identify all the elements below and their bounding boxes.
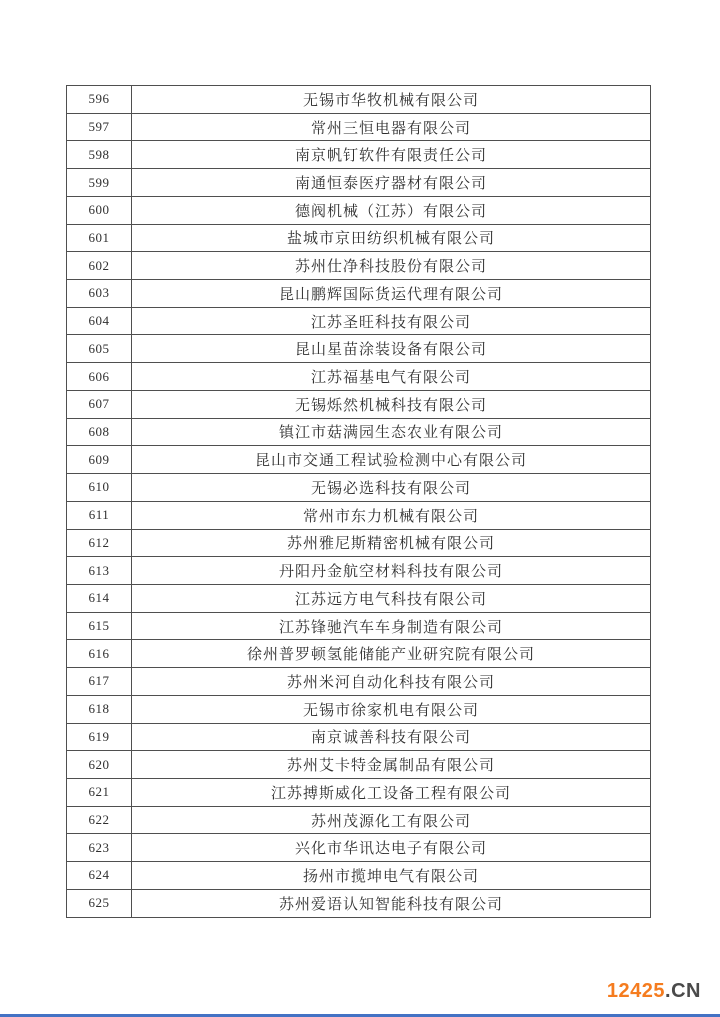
row-number: 605 xyxy=(67,335,132,363)
row-number: 619 xyxy=(67,723,132,751)
table-row xyxy=(67,640,651,668)
company-name: 南通恒泰医疗器材有限公司 xyxy=(132,169,651,197)
company-name: 镇江市菇满园生态农业有限公司 xyxy=(132,418,651,446)
company-name: 苏州米河自动化科技有限公司 xyxy=(132,668,651,696)
company-name: 苏州仕净科技股份有限公司 xyxy=(132,252,651,280)
company-name: 兴化市华讯达电子有限公司 xyxy=(132,834,651,862)
company-name: 德阀机械（江苏）有限公司 xyxy=(132,196,651,224)
row-number: 614 xyxy=(67,584,132,612)
company-name: 江苏福基电气有限公司 xyxy=(132,363,651,391)
table-row xyxy=(67,723,651,751)
table-row xyxy=(67,363,651,391)
table-row xyxy=(67,668,651,696)
company-name: 江苏搏斯威化工设备工程有限公司 xyxy=(132,778,651,806)
row-number: 610 xyxy=(67,474,132,502)
row-number: 601 xyxy=(67,224,132,252)
company-name: 无锡烁然机械科技有限公司 xyxy=(132,390,651,418)
row-number: 615 xyxy=(67,612,132,640)
row-number: 604 xyxy=(67,307,132,335)
company-name: 南京诚善科技有限公司 xyxy=(132,723,651,751)
row-number: 602 xyxy=(67,252,132,280)
row-number: 606 xyxy=(67,363,132,391)
row-number: 612 xyxy=(67,529,132,557)
table-row xyxy=(67,196,651,224)
company-list-table-container xyxy=(66,85,651,918)
row-number: 609 xyxy=(67,446,132,474)
company-name: 无锡市徐家机电有限公司 xyxy=(132,695,651,723)
table-row xyxy=(67,862,651,890)
row-number: 608 xyxy=(67,418,132,446)
table-row xyxy=(67,584,651,612)
table-row xyxy=(67,418,651,446)
row-number: 623 xyxy=(67,834,132,862)
company-name: 江苏圣旺科技有限公司 xyxy=(132,307,651,335)
company-name: 无锡市华牧机械有限公司 xyxy=(132,86,651,114)
table-row xyxy=(67,501,651,529)
table-row xyxy=(67,390,651,418)
table-row xyxy=(67,224,651,252)
table-row xyxy=(67,751,651,779)
table-row xyxy=(67,806,651,834)
company-name: 昆山鹏辉国际货运代理有限公司 xyxy=(132,280,651,308)
table-row xyxy=(67,695,651,723)
row-number: 607 xyxy=(67,390,132,418)
table-row xyxy=(67,529,651,557)
table-row xyxy=(67,335,651,363)
row-number: 617 xyxy=(67,668,132,696)
row-number: 622 xyxy=(67,806,132,834)
row-number: 596 xyxy=(67,86,132,114)
company-name: 扬州市揽坤电气有限公司 xyxy=(132,862,651,890)
company-name: 江苏锋驰汽车车身制造有限公司 xyxy=(132,612,651,640)
row-number: 598 xyxy=(67,141,132,169)
row-number: 597 xyxy=(67,113,132,141)
row-number: 624 xyxy=(67,862,132,890)
company-name: 常州市东力机械有限公司 xyxy=(132,501,651,529)
row-number: 613 xyxy=(67,557,132,585)
company-name: 南京帆钉软件有限责任公司 xyxy=(132,141,651,169)
company-name: 昆山星苗涂装设备有限公司 xyxy=(132,335,651,363)
company-name: 盐城市京田纺织机械有限公司 xyxy=(132,224,651,252)
table-row xyxy=(67,113,651,141)
row-number: 625 xyxy=(67,889,132,917)
row-number: 599 xyxy=(67,169,132,197)
table-row xyxy=(67,307,651,335)
row-number: 618 xyxy=(67,695,132,723)
watermark-number: 12425 xyxy=(606,980,666,1002)
row-number: 600 xyxy=(67,196,132,224)
table-row xyxy=(67,280,651,308)
row-number: 620 xyxy=(67,751,132,779)
company-name: 无锡必选科技有限公司 xyxy=(132,474,651,502)
table-row xyxy=(67,889,651,917)
company-list-table-body xyxy=(67,86,651,918)
row-number: 621 xyxy=(67,778,132,806)
table-row xyxy=(67,557,651,585)
company-name: 苏州茂源化工有限公司 xyxy=(132,806,651,834)
table-row xyxy=(67,612,651,640)
company-name: 丹阳丹金航空材料科技有限公司 xyxy=(132,557,651,585)
table-row xyxy=(67,169,651,197)
table-row xyxy=(67,252,651,280)
company-name: 昆山市交通工程试验检测中心有限公司 xyxy=(132,446,651,474)
table-row xyxy=(67,474,651,502)
company-name: 苏州雅尼斯精密机械有限公司 xyxy=(132,529,651,557)
watermark xyxy=(607,981,701,1001)
company-name: 苏州艾卡特金属制品有限公司 xyxy=(132,751,651,779)
row-number: 611 xyxy=(67,501,132,529)
company-list-table xyxy=(66,85,651,918)
table-row xyxy=(67,86,651,114)
table-row xyxy=(67,834,651,862)
table-row xyxy=(67,446,651,474)
table-row xyxy=(67,141,651,169)
row-number: 603 xyxy=(67,280,132,308)
watermark-suffix: .CN xyxy=(665,980,701,1002)
company-name: 江苏远方电气科技有限公司 xyxy=(132,584,651,612)
row-number: 616 xyxy=(67,640,132,668)
table-row xyxy=(67,778,651,806)
company-name: 苏州爱语认知智能科技有限公司 xyxy=(132,889,651,917)
company-name: 常州三恒电器有限公司 xyxy=(132,113,651,141)
company-name: 徐州普罗顿氢能储能产业研究院有限公司 xyxy=(132,640,651,668)
